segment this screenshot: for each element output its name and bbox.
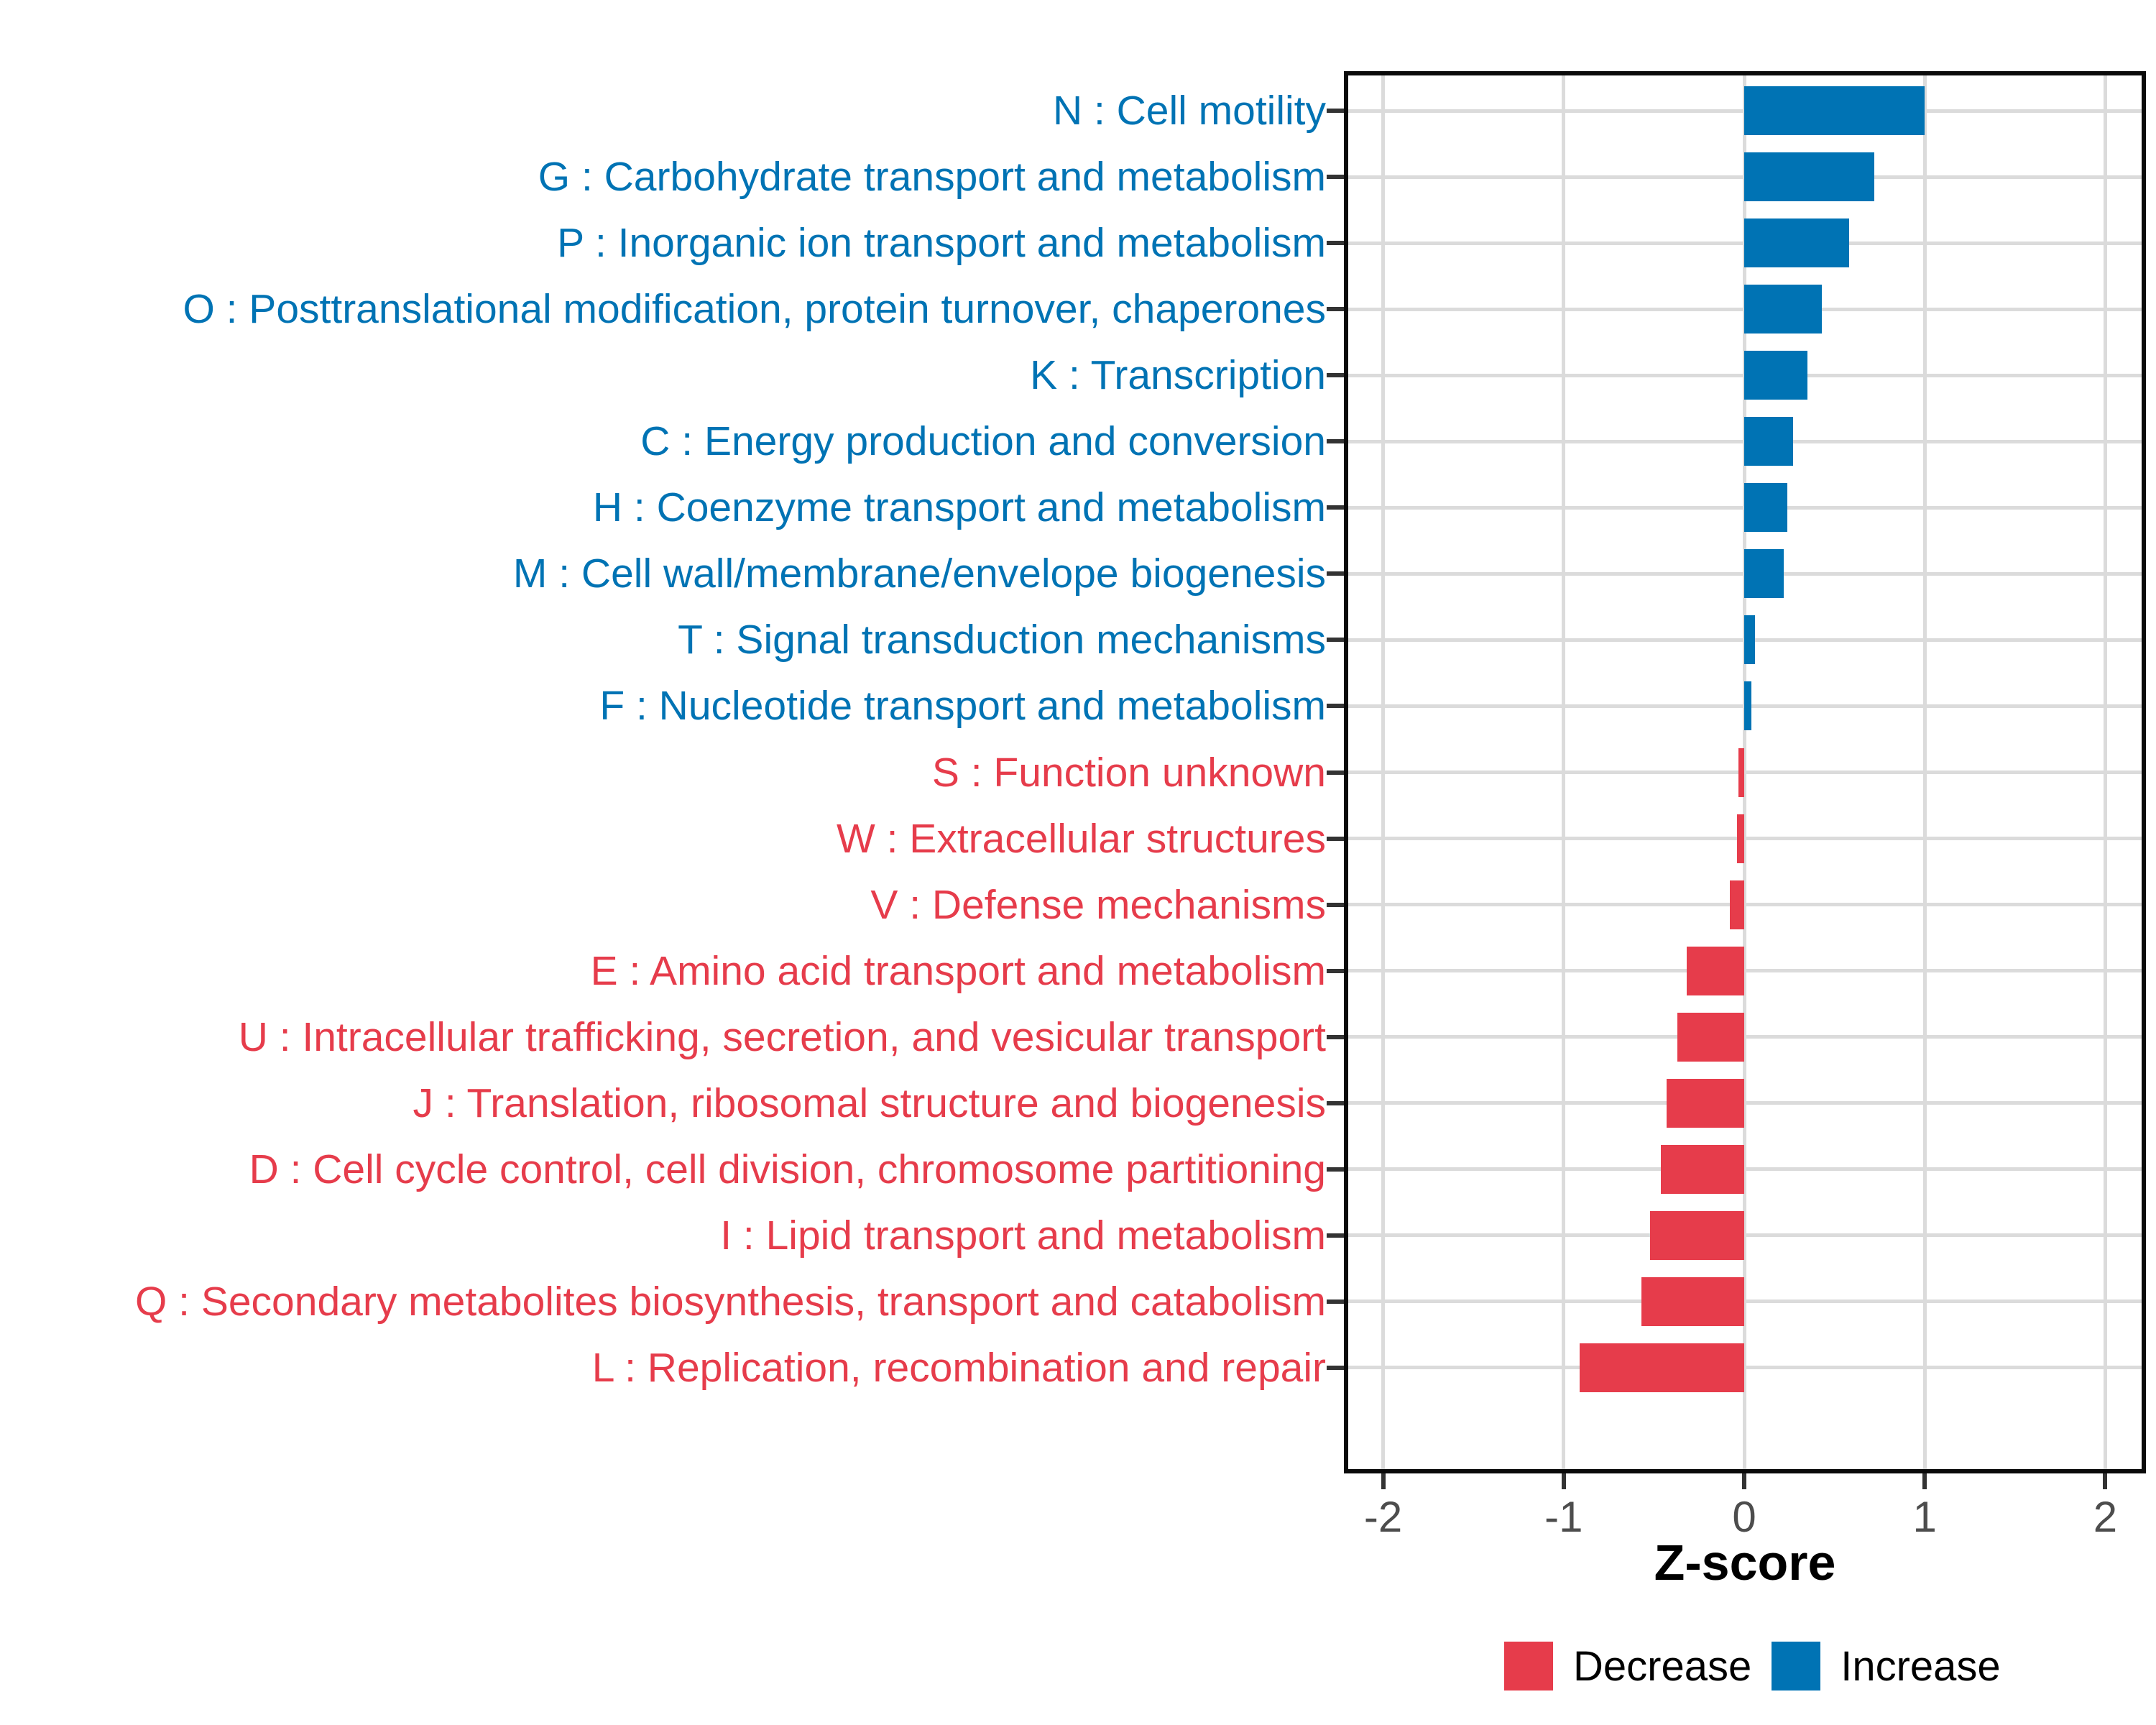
plot-panel [1344, 71, 2146, 1473]
y-axis-label: D : Cell cycle control, cell division, chromosome partitioning [249, 1146, 1326, 1192]
y-axis-tick [1327, 571, 1344, 576]
bar-g [1744, 152, 1874, 201]
y-axis-tick [1327, 903, 1344, 907]
y-gridline [1348, 903, 2142, 906]
y-axis-label: K : Transcription [1030, 352, 1326, 399]
y-axis-tick [1327, 1035, 1344, 1039]
bar-w [1737, 814, 1744, 863]
y-gridline [1348, 1101, 2142, 1105]
y-axis-label: C : Energy production and conversion [640, 418, 1326, 465]
y-axis-tick [1327, 1233, 1344, 1238]
bar-m [1744, 549, 1784, 598]
y-gridline [1348, 1366, 2142, 1369]
x-axis-tick-label: 1 [1912, 1493, 1937, 1541]
x-axis-tick [1562, 1473, 1566, 1489]
y-axis-tick [1327, 373, 1344, 377]
y-axis-tick [1327, 1366, 1344, 1370]
y-gridline [1348, 1233, 2142, 1237]
y-axis-label: N : Cell motility [1052, 88, 1326, 134]
y-axis-label: H : Coenzyme transport and metabolism [592, 484, 1326, 531]
y-axis-label: S : Function unknown [931, 749, 1326, 796]
x-axis-tick [1381, 1473, 1386, 1489]
x-axis-tick-label: -1 [1544, 1493, 1583, 1541]
y-axis-label: E : Amino acid transport and metabolism [590, 947, 1326, 994]
bar-t [1744, 615, 1755, 664]
x-axis-title: Z-score [1654, 1535, 1836, 1591]
y-axis-label: I : Lipid transport and metabolism [720, 1212, 1326, 1259]
y-axis-label: V : Defense mechanisms [870, 881, 1326, 928]
y-axis-tick [1327, 1101, 1344, 1105]
y-axis-tick [1327, 175, 1344, 179]
bar-i [1650, 1211, 1744, 1260]
y-axis-label: G : Carbohydrate transport and metabolism [538, 154, 1326, 201]
y-axis-label: M : Cell wall/membrane/envelope biogenesis [512, 551, 1326, 597]
bar-n [1744, 86, 1925, 135]
x-axis-tick [1742, 1473, 1746, 1489]
y-gridline [1348, 1035, 2142, 1039]
x-axis-tick-label: 2 [2093, 1493, 2118, 1541]
bar-l [1580, 1343, 1744, 1392]
y-gridline [1348, 837, 2142, 840]
y-gridline [1348, 1300, 2142, 1303]
y-gridline [1348, 1167, 2142, 1171]
y-axis-tick [1327, 1167, 1344, 1172]
y-axis-tick [1327, 969, 1344, 973]
bar-s [1738, 748, 1744, 797]
bar-c [1744, 417, 1793, 466]
y-axis-label: J : Translation, ribosomal structure and biogenesis [413, 1080, 1326, 1126]
bar-p [1744, 218, 1849, 267]
y-axis-label: T : Signal transduction mechanisms [678, 617, 1326, 663]
y-axis-label: P : Inorganic ion transport and metabolism [557, 220, 1326, 267]
y-gridline [1348, 969, 2142, 972]
y-axis-label: U : Intracellular trafficking, secretion, and vesicular transport [238, 1013, 1326, 1060]
bar-f [1744, 681, 1751, 730]
y-axis-tick [1327, 1300, 1344, 1304]
y-axis-label: W : Extracellular structures [837, 815, 1326, 862]
y-axis-tick [1327, 505, 1344, 510]
y-axis-label: Q : Secondary metabolites biosynthesis, transport and catabolism [134, 1278, 1326, 1325]
bar-d [1661, 1145, 1744, 1194]
legend [1504, 1642, 2001, 1690]
y-axis-tick [1327, 704, 1344, 708]
y-axis-tick [1327, 307, 1344, 311]
bar-v [1730, 880, 1744, 929]
bar-j [1667, 1079, 1744, 1128]
bar-k [1744, 351, 1807, 400]
y-axis-tick [1327, 770, 1344, 775]
bar-u [1677, 1013, 1744, 1062]
y-axis-tick [1327, 837, 1344, 841]
y-axis-tick [1327, 638, 1344, 642]
y-axis-tick [1327, 241, 1344, 245]
y-axis-label: O : Posttranslational modification, protein turnover, chaperones [183, 286, 1326, 333]
y-gridline [1348, 770, 2142, 774]
y-axis-label: F : Nucleotide transport and metabolism [599, 683, 1326, 730]
legend-key-increase [1772, 1642, 1820, 1690]
legend-label-decrease: Decrease [1573, 1642, 1752, 1690]
legend-key-decrease [1504, 1642, 1553, 1690]
y-axis-label: L : Replication, recombination and repair [591, 1344, 1326, 1391]
y-axis-tick [1327, 109, 1344, 113]
x-axis-tick-label: 0 [1732, 1493, 1756, 1541]
bar-e [1687, 947, 1744, 995]
x-axis-tick-label: -2 [1363, 1493, 1403, 1541]
y-axis-tick [1327, 439, 1344, 443]
x-axis-tick [1922, 1473, 1927, 1489]
bar-o [1744, 285, 1822, 334]
bar-h [1744, 483, 1787, 532]
legend-label-increase: Increase [1841, 1642, 2001, 1690]
x-axis-tick [2103, 1473, 2107, 1489]
bar-q [1641, 1277, 1744, 1326]
